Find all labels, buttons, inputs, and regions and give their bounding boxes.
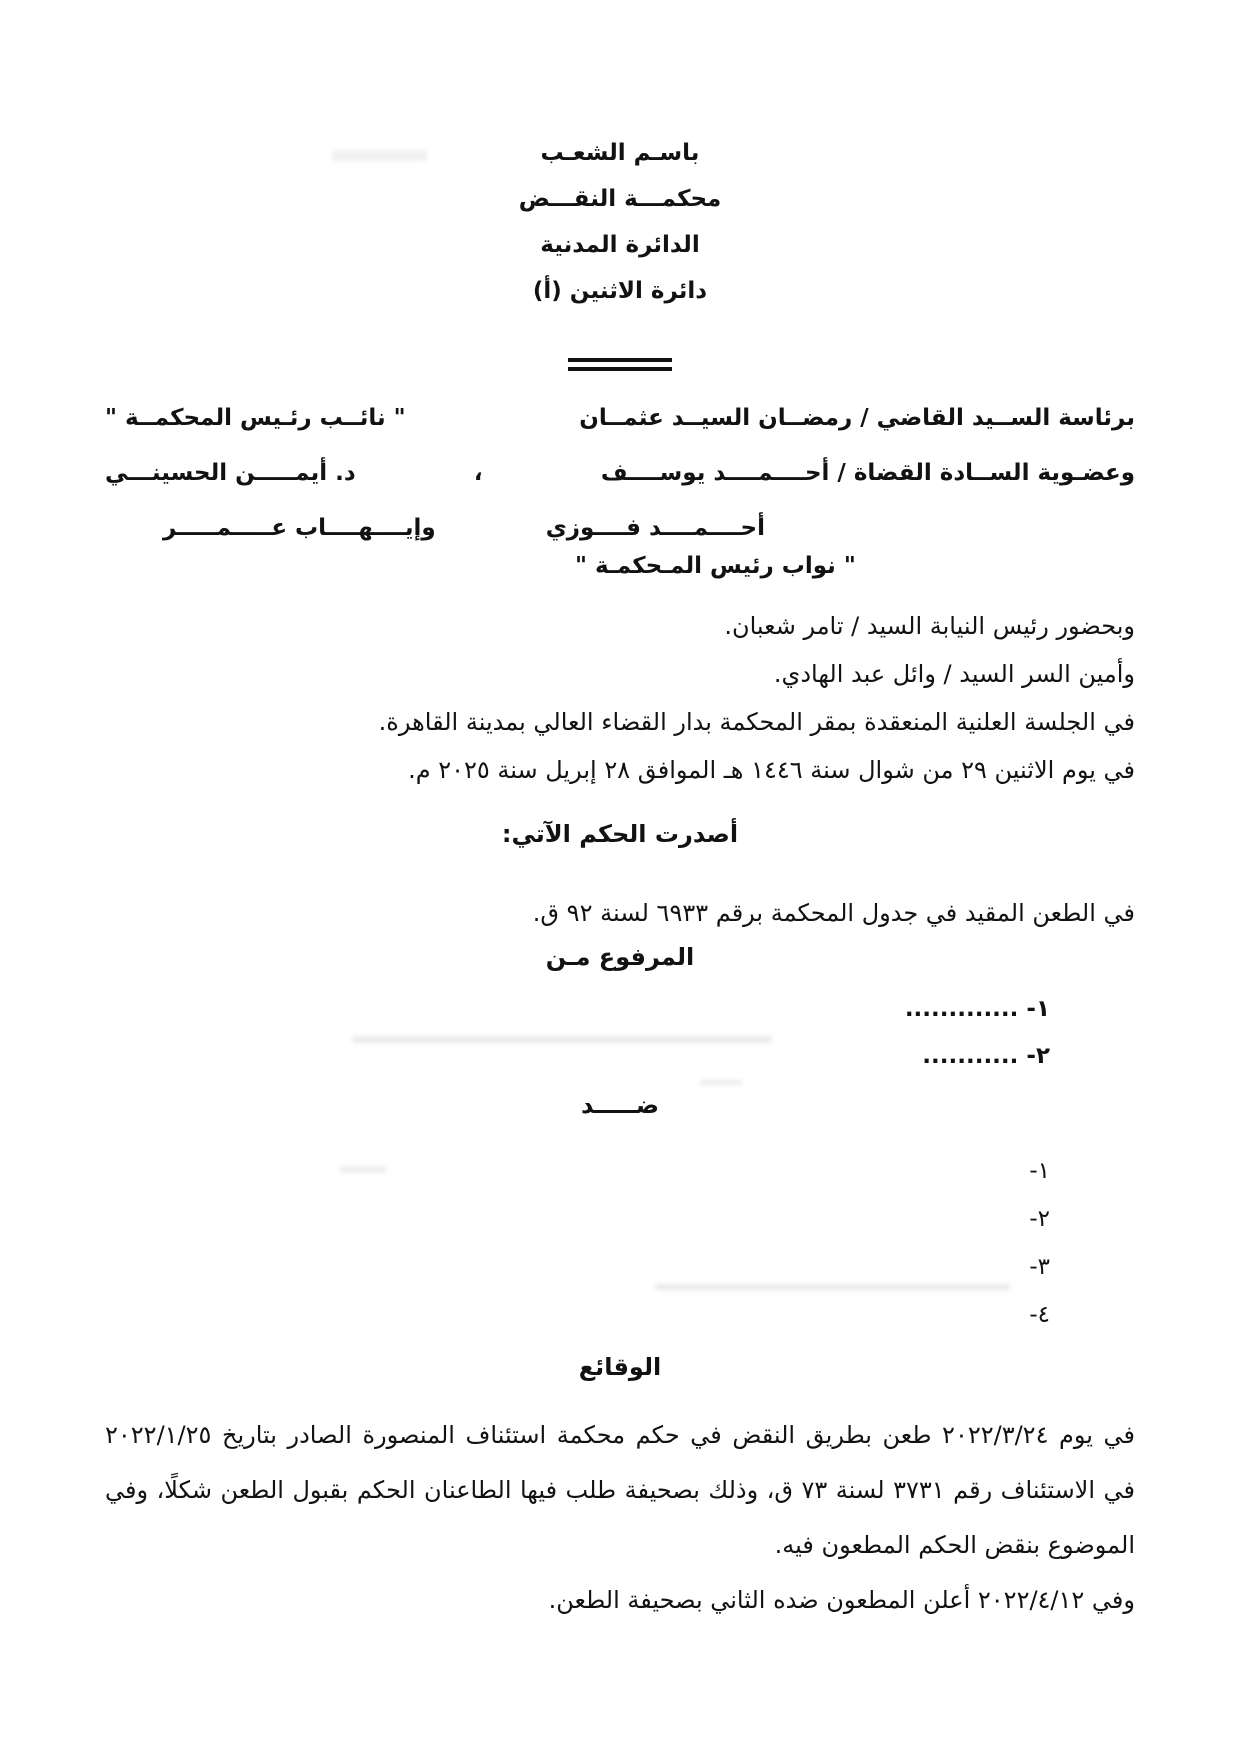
members-row-2 xyxy=(105,513,1135,543)
appeal-register-line: في الطعن المقيد في جدول المحكمة برقم ٦٩٣٣ لسنة ٩٢ ق. xyxy=(532,899,1135,927)
appellants-heading: المرفوع مـن xyxy=(545,943,695,971)
member-judge-4: وإيــــهــــاب عـــــمـــــر xyxy=(163,515,436,541)
respondent-item: ١- xyxy=(1029,1158,1050,1184)
appellant-item: ١- ............. xyxy=(904,996,1050,1022)
versus-heading: ضـــــد xyxy=(580,1091,660,1119)
prosecutor-line: وبحضور رئيس النيابة السيد / تامر شعبان. xyxy=(724,612,1135,640)
facts-heading: الوقائع xyxy=(578,1353,662,1381)
presiding-judge-name: برئاسة الســيد القاضي / رمضــان السيــد عثمــان xyxy=(579,405,1135,431)
facts-section xyxy=(105,1408,1135,1628)
member-judge-3: أحــــمــــد فــــوزي xyxy=(545,515,765,541)
double-rule-separator xyxy=(105,358,1135,371)
members-title-row xyxy=(105,551,1135,581)
header-in-the-name-of-people: باسـم الشعـب xyxy=(540,140,700,166)
facts-paragraph-1: في يوم ٢٠٢٢/٣/٢٤ طعن بطريق النقض في حكم محكمة استئناف المنصورة الصادر بتاريخ ٢٠٢٢/١/٢٥ في الاستئناف رقم ٣٧٣١ لسنة ٧٣ ق، وذلك بصحيفة طلب فيها الطاعنان الحكم بقبول الطعن شكلًا، وفي الموضوع بنقض الحكم المطعون فيه. xyxy=(105,1421,1135,1559)
judgment-intro-heading: أصدرت الحكم الآتي: xyxy=(501,820,739,848)
member-judge-1: وعضـوية الســادة القضاة / أحــــمــــد يوســــف xyxy=(600,460,1135,486)
respondent-item: ٤- xyxy=(1029,1302,1050,1328)
presiding-judge-title: " نائــب رئـيس المحكمــة " xyxy=(105,405,406,431)
header-circuit: الدائرة المدنية xyxy=(540,232,700,258)
appellants-list xyxy=(105,994,1135,1071)
members-row-1 xyxy=(105,458,1135,488)
facts-paragraph-2: وفي ٢٠٢٢/٤/١٢ أعلن المطعون ضده الثاني بصحيفة الطعن. xyxy=(548,1586,1135,1614)
respondents-list xyxy=(105,1156,1135,1330)
rule-line xyxy=(568,367,672,371)
respondent-item: ٢- xyxy=(1029,1206,1050,1232)
presiding-judge-row xyxy=(105,403,1135,433)
appellant-item: ٢- ........... xyxy=(922,1043,1050,1069)
attendance-section xyxy=(105,611,1135,785)
session-date-line: في يوم الاثنين ٢٩ من شوال سنة ١٤٤٦ هـ الموافق ٢٨ إبريل سنة ٢٠٢٥ م. xyxy=(408,756,1135,784)
header-sub-circuit: دائرة الاثنين (أ) xyxy=(532,278,708,304)
rule-line xyxy=(568,358,672,362)
secretary-line: وأمين السر السيد / وائل عبد الهادي. xyxy=(773,660,1135,688)
members-collective-title: " نواب رئيس المـحكمـة " xyxy=(575,553,856,579)
member-judge-2: د. أيمـــــن الحسينـــي xyxy=(105,460,356,486)
judges-panel xyxy=(105,403,1135,581)
comma-separator: ، xyxy=(473,460,483,486)
session-line: في الجلسة العلنية المنعقدة بمقر المحكمة بدار القضاء العالي بمدينة القاهرة. xyxy=(378,708,1135,736)
respondent-item: ٣- xyxy=(1029,1254,1050,1280)
header-court-name: محكمـــة النقـــض xyxy=(518,186,722,212)
document-header xyxy=(105,138,1135,306)
